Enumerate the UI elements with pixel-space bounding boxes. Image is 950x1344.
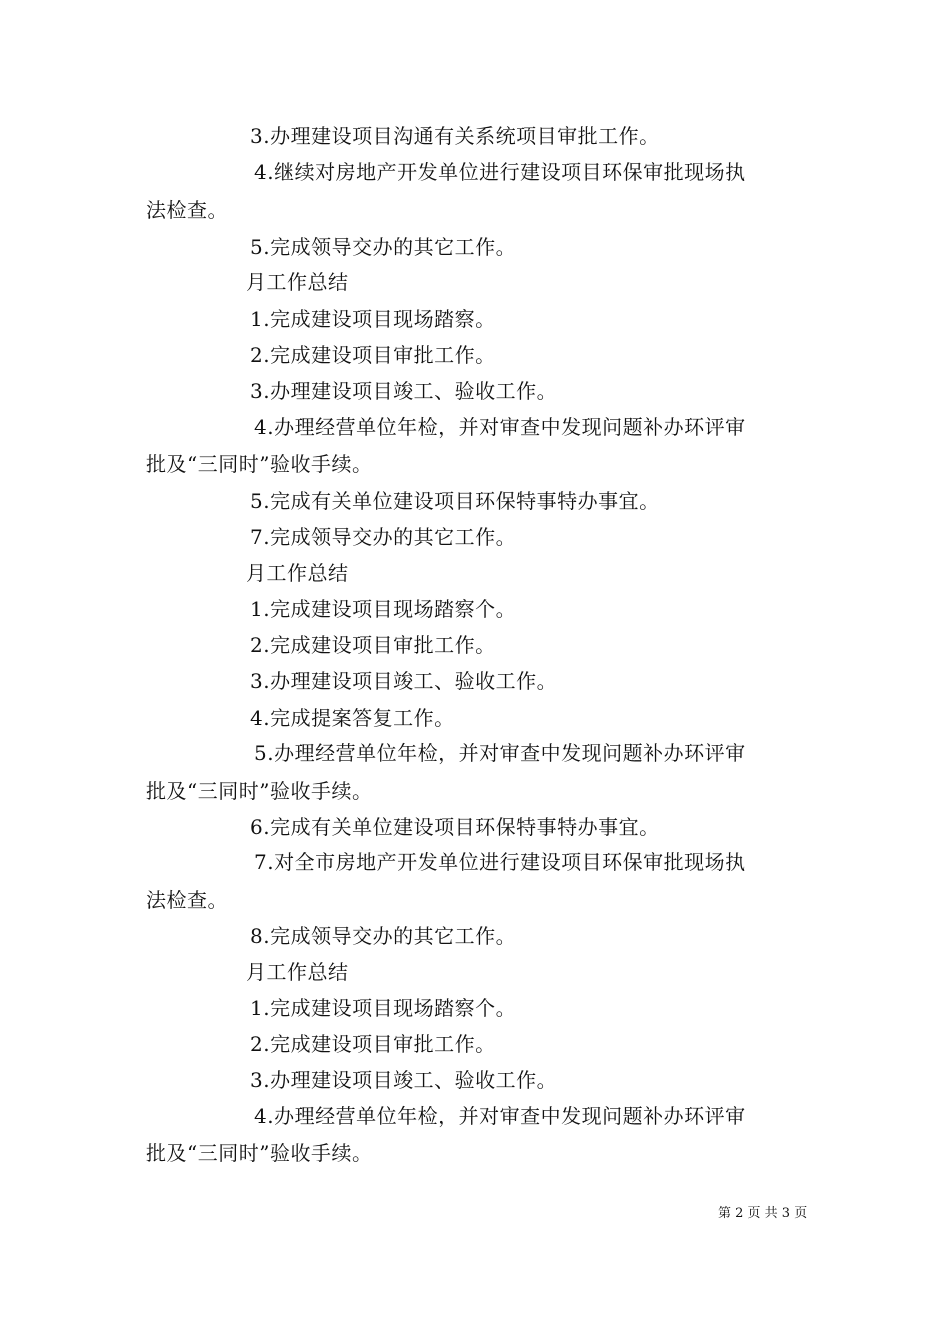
section-heading: 月工作总结 xyxy=(246,561,349,585)
body-line: 4.完成提案答复工作。 xyxy=(250,706,455,730)
body-line: 4.办理经营单位年检，并对审查中发现问题补办环评审 xyxy=(254,1104,746,1128)
body-line: 7.对全市房地产开发单位进行建设项目环保审批现场执 xyxy=(254,850,746,874)
body-line: 2.完成建设项目审批工作。 xyxy=(250,633,496,657)
body-line: 5.完成领导交办的其它工作。 xyxy=(250,235,517,259)
body-line: 3.办理建设项目竣工、验收工作。 xyxy=(250,669,558,693)
section-heading: 月工作总结 xyxy=(246,960,349,984)
body-line: 法检查。 xyxy=(146,198,228,222)
body-line: 2.完成建设项目审批工作。 xyxy=(250,343,496,367)
body-line: 3.办理建设项目竣工、验收工作。 xyxy=(250,1068,558,1092)
body-line: 批及“三同时”验收手续。 xyxy=(146,1141,373,1165)
body-line: 5.办理经营单位年检，并对审查中发现问题补办环评审 xyxy=(254,741,746,765)
body-line: 1.完成建设项目现场踏察个。 xyxy=(250,597,517,621)
body-line: 4.继续对房地产开发单位进行建设项目环保审批现场执 xyxy=(254,160,746,184)
section-heading: 月工作总结 xyxy=(246,270,349,294)
body-line: 7.完成领导交办的其它工作。 xyxy=(250,525,517,549)
body-line: 6.完成有关单位建设项目环保特事特办事宜。 xyxy=(250,815,660,839)
body-line: 1.完成建设项目现场踏察。 xyxy=(250,307,496,331)
body-line: 2.完成建设项目审批工作。 xyxy=(250,1032,496,1056)
body-line: 批及“三同时”验收手续。 xyxy=(146,452,373,476)
body-line: 3.办理建设项目沟通有关系统项目审批工作。 xyxy=(250,124,660,148)
body-line: 1.完成建设项目现场踏察个。 xyxy=(250,996,517,1020)
body-line: 法检查。 xyxy=(146,888,228,912)
body-line: 3.办理建设项目竣工、验收工作。 xyxy=(250,379,558,403)
body-line: 5.完成有关单位建设项目环保特事特办事宜。 xyxy=(250,489,660,513)
page-number-footer: 第 2 页 共 3 页 xyxy=(718,1206,808,1221)
body-line: 批及“三同时”验收手续。 xyxy=(146,779,373,803)
body-line: 8.完成领导交办的其它工作。 xyxy=(250,924,517,948)
body-line: 4.办理经营单位年检，并对审查中发现问题补办环评审 xyxy=(254,415,746,439)
